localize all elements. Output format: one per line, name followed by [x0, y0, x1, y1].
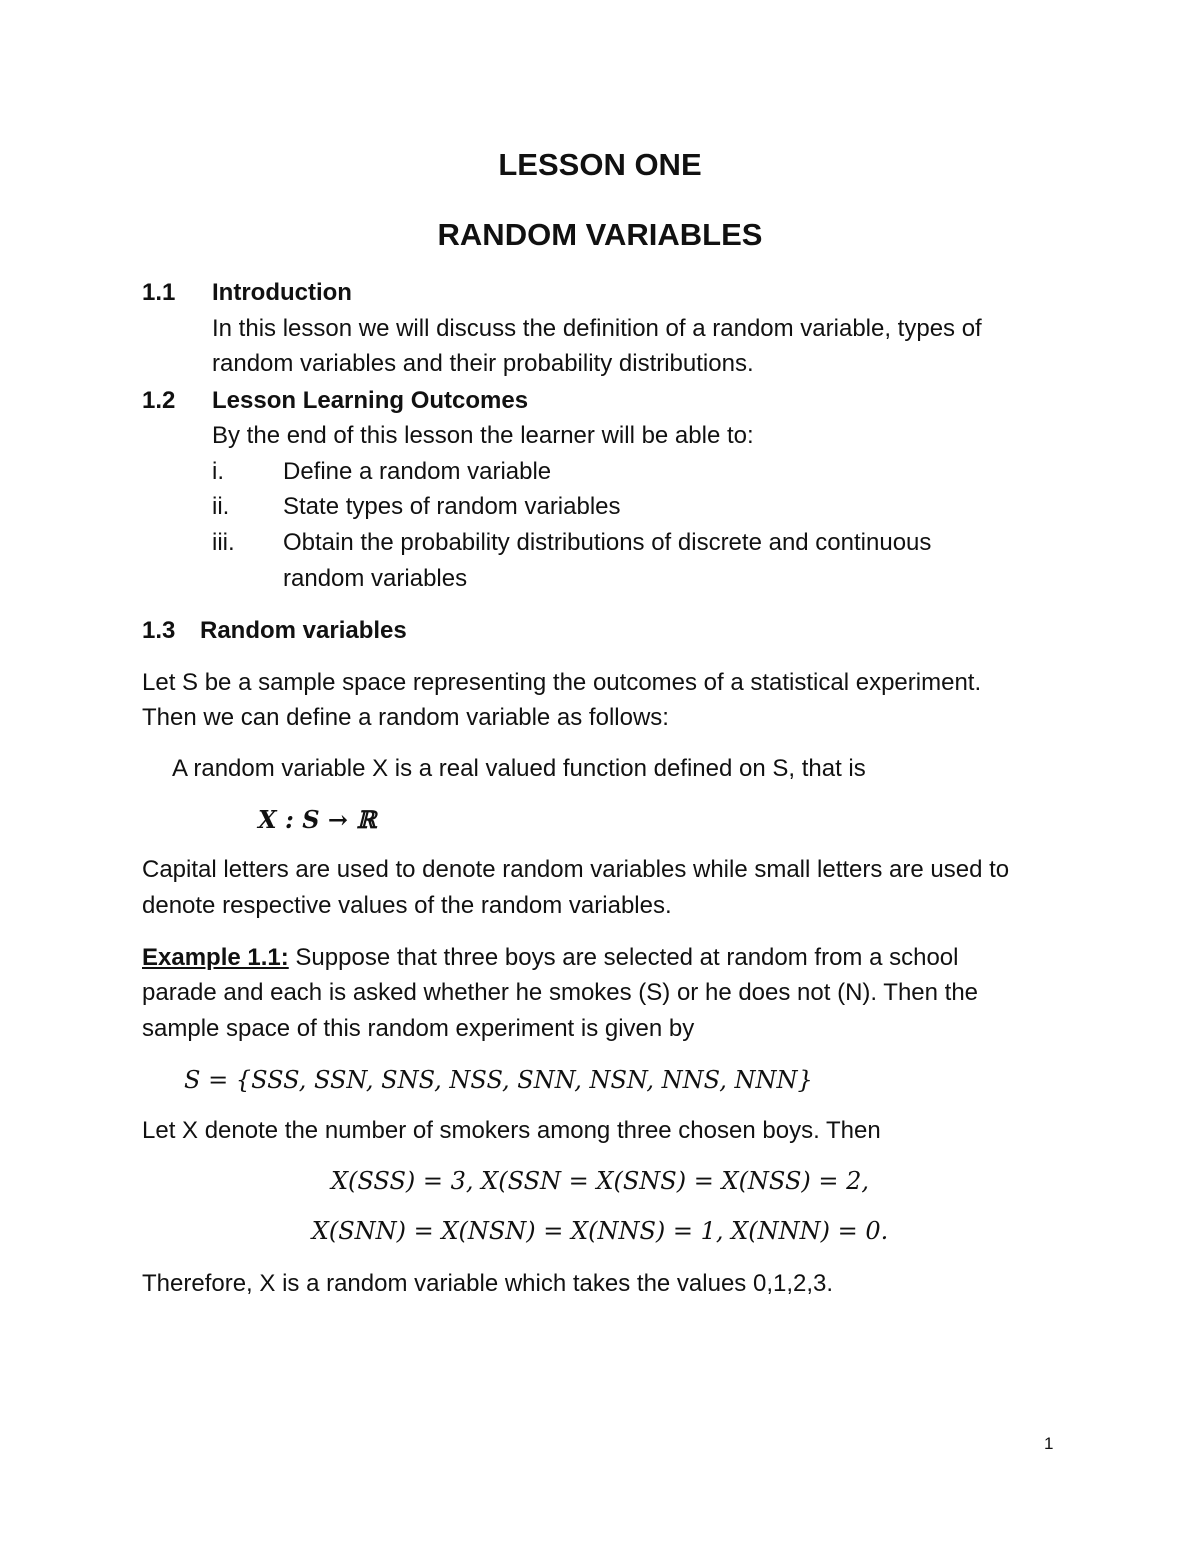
intro-paragraph-line-2: random variables and their probability distributions.: [212, 350, 754, 377]
example-text-1: Suppose that three boys are selected at random from a school: [295, 944, 959, 971]
section-1-1-heading: Introduction: [212, 279, 352, 306]
intro-paragraph-line-1: In this lesson we will discuss the definition of a random variable, types of: [212, 315, 982, 342]
notation-paragraph-line-2: denote respective values of the random variables.: [142, 892, 672, 919]
notation-paragraph-line-1: Capital letters are used to denote random variables while small letters are used to: [142, 856, 1010, 883]
example-line-3: sample space of this random experiment is given by: [142, 1015, 695, 1042]
outcome-text-3-continued: random variables: [283, 565, 468, 592]
conclusion-statement: Therefore, X is a random variable which takes the values 0,1,2,3.: [142, 1270, 834, 1297]
outcome-text-3: Obtain the probability distributions of discrete and continuous: [283, 529, 932, 556]
sample-space-formula: S = {SSS, SSN, SNS, NSS, SNN, NSN, NNS, NNN}: [184, 1066, 813, 1094]
equation-line-1: X(SSS) = 3, X(SSN = X(SNS) = X(NSS) = 2,: [330, 1167, 870, 1195]
example-line-1: [142, 943, 958, 973]
example-line-2: parade and each is asked whether he smokes (S) or he does not (N). Then the: [142, 979, 979, 1006]
mapping-formula: X : S → ℝ: [258, 805, 377, 834]
let-x-statement: Let X denote the number of smokers among three chosen boys. Then: [142, 1117, 881, 1144]
outcomes-intro: By the end of this lesson the learner will be able to:: [212, 422, 754, 449]
outcome-marker-3: iii.: [212, 529, 235, 556]
lesson-title: LESSON ONE: [498, 147, 702, 182]
equation-line-2: X(SNN) = X(NSN) = X(NNS) = 1, X(NNN) = 0.: [311, 1217, 889, 1245]
random-variable-paragraph-line-1: Let S be a sample space representing the outcomes of a statistical experiment.: [142, 669, 982, 696]
section-1-1-number: 1.1: [142, 279, 176, 306]
outcome-text-1: Define a random variable: [283, 458, 552, 485]
outcome-marker-1: i.: [212, 458, 224, 485]
example-label: Example 1.1:: [142, 944, 289, 971]
section-1-3-number: 1.3: [142, 617, 176, 644]
random-variable-paragraph-line-2: Then we can define a random variable as follows:: [142, 704, 669, 731]
definition-statement: A random variable X is a real valued function defined on S, that is: [172, 755, 866, 782]
lesson-subtitle: RANDOM VARIABLES: [437, 217, 763, 252]
page-number: 1: [1044, 1434, 1054, 1453]
section-1-3-heading: Random variables: [200, 617, 407, 644]
outcome-marker-2: ii.: [212, 493, 230, 520]
section-1-2-heading: Lesson Learning Outcomes: [212, 387, 529, 414]
outcome-text-2: State types of random variables: [283, 493, 621, 520]
section-1-2-number: 1.2: [142, 387, 176, 414]
